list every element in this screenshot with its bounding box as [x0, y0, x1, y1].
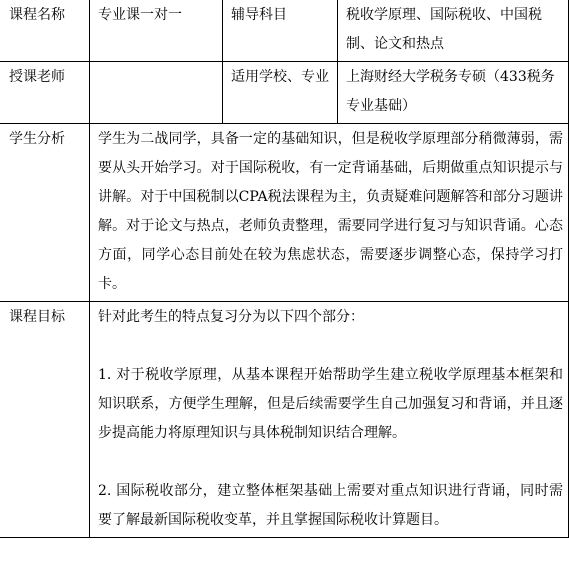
table-row-teacher	[0, 62, 569, 124]
goal-cell	[90, 302, 569, 538]
analysis-cell	[90, 124, 569, 302]
goal-item-2: 2. 国际税收部分，建立整体框架基础上需要对重点知识进行背诵，同时需要了解最新国际税收变革，并且掌握国际税收计算题目。	[98, 483, 563, 528]
paragraph-spacer	[98, 448, 563, 477]
school-label: 适用学校、专业	[223, 62, 338, 124]
course-name-label: 课程名称	[0, 0, 90, 62]
goal-item-1: 1. 对于税收学原理，从基本课程开始帮助学生建立税收学原理基本框架和知识联系，方便学生理解，但是后续需要学生自己加强复习和背诵，并且逐步提高能力将原理知识与具体税制知识结合理解。	[98, 367, 563, 441]
table-row-goal	[0, 302, 569, 538]
course-name-value: 专业课一对一	[90, 0, 223, 62]
goal-label: 课程目标	[0, 302, 90, 538]
table-row-analysis	[0, 124, 569, 302]
teacher-label: 授课老师	[0, 62, 90, 124]
teacher-value	[90, 62, 223, 124]
table-row-course	[0, 0, 569, 62]
subject-label: 辅导科目	[223, 0, 338, 62]
goal-intro: 针对此考生的特点复习分为以下四个部分：	[98, 309, 364, 325]
analysis-text: 学生为二战同学，具备一定的基础知识，但是税收学原理部分稍微薄弱，需要从头开始学习。对于国际税收，有一定背诵基础，后期做重点知识提示与讲解。对于中国税制以CPA税法课程为主，负责疑难问题解答和部分习题讲解。对于论文与热点，老师负责整理，需要同学进行复习与知识背诵。心态方面，同学心态目前处在较为焦虑状态，需要逐步调整心态，保持学习打卡。	[98, 131, 563, 292]
paragraph-spacer	[98, 332, 563, 361]
analysis-label: 学生分析	[0, 124, 90, 302]
school-value: 上海财经大学税务专硕（433税务专业基础）	[338, 62, 569, 124]
subject-value: 税收学原理、国际税收、中国税制、论文和热点	[338, 0, 569, 62]
